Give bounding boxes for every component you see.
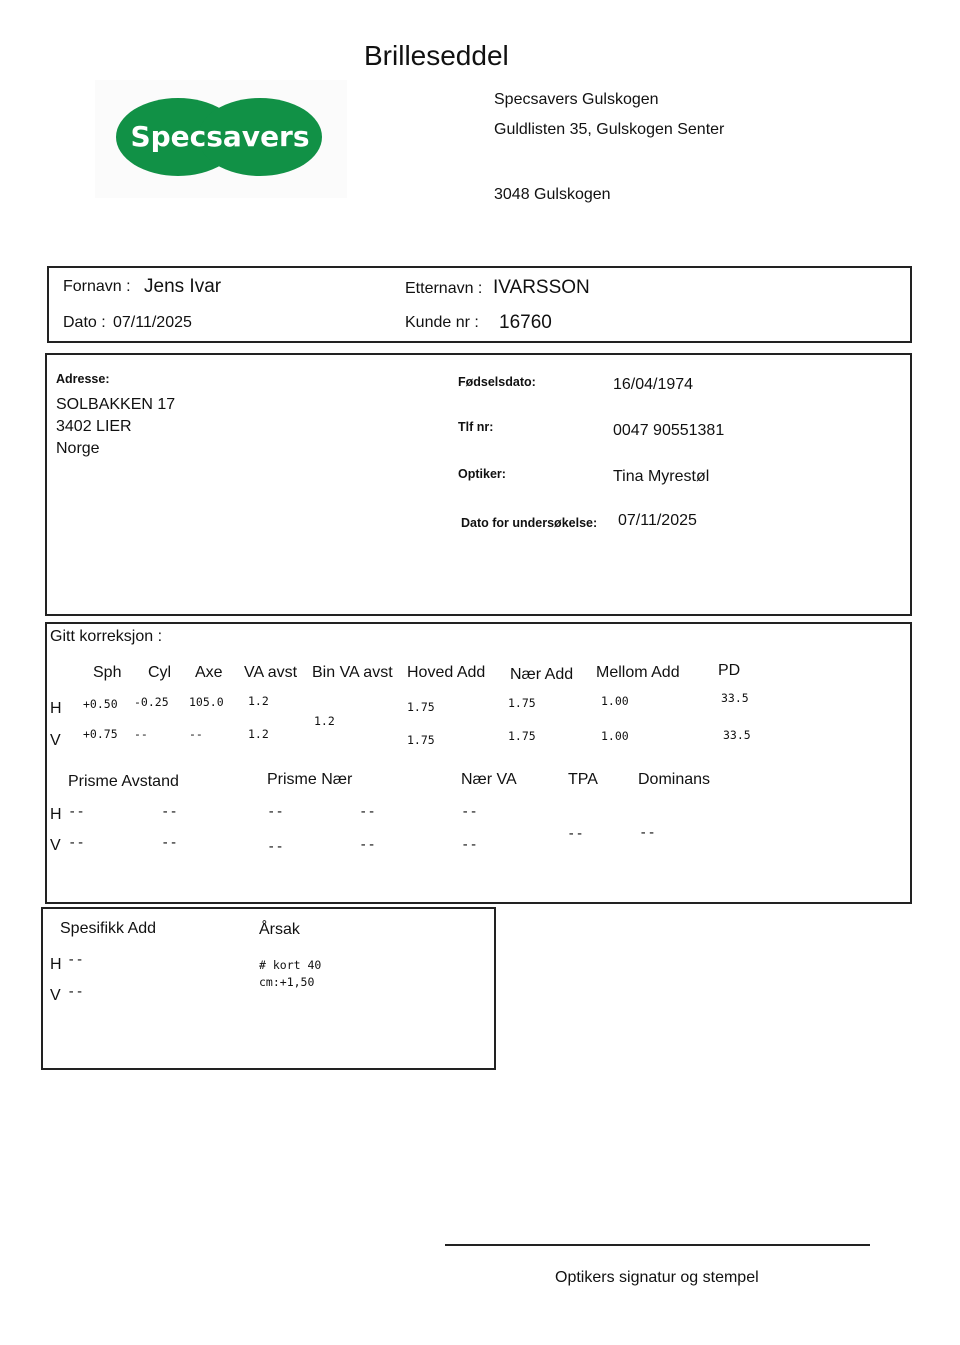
prism-right-c4: -- (359, 804, 376, 820)
header-hoved-add: Hoved Add (407, 664, 486, 681)
header-sph: Sph (93, 664, 122, 681)
specific-add-box (41, 907, 496, 1070)
prism-row-label-left: V (50, 837, 61, 854)
dominans-value: -- (639, 825, 656, 841)
left-axe: -- (189, 727, 203, 741)
row-label-right: H (50, 700, 62, 717)
correction-section-label: Gitt korreksjon : (50, 628, 163, 645)
right-mellom-add: 1.00 (601, 694, 629, 708)
header-va-avst: VA avst (244, 664, 298, 681)
customer-no-value: 16760 (499, 312, 552, 333)
right-pd: 33.5 (721, 691, 749, 705)
header-bin-va-avst: Bin VA avst (312, 664, 393, 681)
prism-left-c5: -- (461, 837, 478, 853)
logo-area (95, 80, 347, 198)
tpa-value: -- (567, 826, 584, 842)
address-line-1: SOLBAKKEN 17 (56, 396, 176, 413)
birth-value: 16/04/1974 (613, 376, 694, 393)
reason-line-2: cm:+1,50 (259, 975, 315, 989)
optician-value: Tina Myrestøl (613, 468, 710, 485)
last-name-value: IVARSSON (493, 277, 590, 298)
prism-left-c4: -- (359, 837, 376, 853)
left-hoved-add: 1.75 (407, 733, 435, 747)
logo-text: Specsavers (130, 120, 310, 153)
left-cyl: -- (134, 727, 148, 741)
signature-line (445, 1244, 870, 1246)
specific-add-label: Spesifikk Add (60, 920, 157, 937)
right-cyl: -0.25 (134, 695, 169, 709)
shop-name: Specsavers Gulskogen (494, 91, 659, 108)
date-value: 07/11/2025 (113, 314, 192, 331)
row-label-left: V (50, 732, 61, 749)
header-axe: Axe (195, 664, 223, 681)
shop-address: Guldlisten 35, Gulskogen Senter (494, 121, 725, 138)
right-sph: +0.50 (83, 697, 118, 711)
specific-row-label-left: V (50, 987, 61, 1004)
header-tpa: TPA (568, 771, 598, 788)
phone-label: Tlf nr: (458, 420, 494, 434)
header-dominans: Dominans (638, 771, 711, 788)
first-name-value: Jens Ivar (144, 276, 222, 297)
document-title: Brilleseddel (364, 40, 509, 71)
right-hoved-add: 1.75 (407, 700, 435, 714)
prism-right-c2: -- (161, 804, 178, 820)
specific-right-value: -- (67, 952, 84, 968)
specific-row-label-right: H (50, 956, 62, 973)
first-name-label: Fornavn : (63, 278, 131, 295)
birth-label: Fødselsdato: (458, 375, 536, 389)
signature-label: Optikers signatur og stempel (555, 1269, 759, 1286)
left-mellom-add: 1.00 (601, 729, 629, 743)
left-pd: 33.5 (723, 728, 751, 742)
left-naer-add: 1.75 (508, 729, 536, 743)
optician-label: Optiker: (458, 467, 506, 481)
right-va: 1.2 (248, 694, 269, 708)
left-va: 1.2 (248, 727, 269, 741)
header-mellom-add: Mellom Add (596, 664, 680, 681)
header-prisme-avstand: Prisme Avstand (68, 773, 179, 790)
phone-value: 0047 90551381 (613, 422, 725, 439)
right-naer-add: 1.75 (508, 696, 536, 710)
reason-line-1: # kort 40 (259, 958, 322, 972)
prism-left-c3: -- (267, 839, 284, 855)
specific-left-value: -- (67, 984, 84, 1000)
customer-no-label: Kunde nr : (405, 314, 479, 331)
header-cyl: Cyl (148, 664, 172, 681)
prism-right-c3: -- (267, 804, 284, 820)
header-naer-add: Nær Add (510, 666, 574, 683)
header-pd: PD (718, 662, 741, 679)
prism-right-c5: -- (461, 804, 478, 820)
date-label: Dato : (63, 314, 106, 331)
address-line-3: Norge (56, 440, 100, 457)
left-sph: +0.75 (83, 727, 118, 741)
address-line-2: 3402 LIER (56, 418, 132, 435)
customer-box (47, 266, 912, 343)
shop-postal: 3048 Gulskogen (494, 186, 611, 203)
header-naer-va: Nær VA (461, 771, 517, 788)
reason-label: Årsak (259, 921, 300, 938)
prism-right-c1: -- (68, 804, 85, 820)
header-prisme-naer: Prisme Nær (267, 771, 353, 788)
details-box (45, 353, 912, 616)
right-axe: 105.0 (189, 695, 224, 709)
correction-box (45, 622, 912, 904)
specsavers-logo (95, 80, 347, 198)
prism-left-c1: -- (68, 835, 85, 851)
exam-date-value: 07/11/2025 (618, 512, 697, 529)
last-name-label: Etternavn : (405, 280, 483, 297)
prism-row-label-right: H (50, 806, 62, 823)
prism-left-c2: -- (161, 835, 178, 851)
address-label: Adresse: (56, 372, 110, 386)
bin-va: 1.2 (314, 714, 335, 728)
exam-date-label: Dato for undersøkelse: (461, 516, 598, 530)
